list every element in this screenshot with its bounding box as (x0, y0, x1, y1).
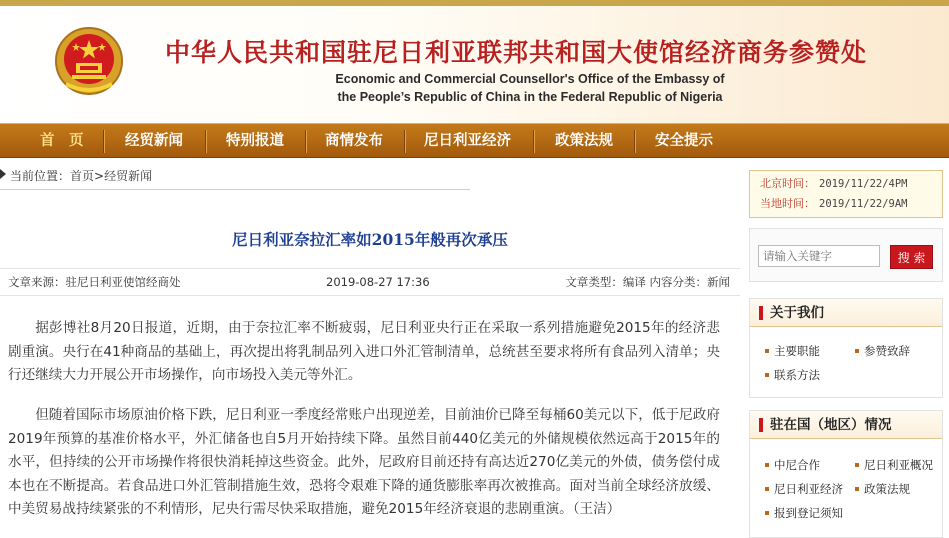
article-title: 尼日利亚奈拉汇率如2015年般再次承压 (232, 230, 508, 249)
local-time-value: 2019/11/22/9AM (819, 198, 908, 210)
sidebar-item-counsellor-speech[interactable]: 参赞致辞 (854, 343, 910, 359)
about-us-panel (749, 298, 943, 398)
sidebar-item-registration-notice[interactable]: 报到登记须知 (764, 505, 843, 521)
breadcrumb-text (10, 164, 152, 188)
breadcrumb-home-link[interactable]: 首页 (70, 169, 95, 183)
search-input[interactable] (758, 245, 880, 267)
national-emblem-icon (54, 26, 124, 96)
about-us-title: 关于我们 (770, 305, 824, 321)
breadcrumb-current-link[interactable]: 经贸新闻 (104, 169, 153, 183)
country-info-panel (749, 410, 943, 538)
sidebar-item-china-nigeria-cooperation[interactable]: 中尼合作 (764, 457, 820, 473)
sidebar-item-policies[interactable]: 政策法规 (854, 481, 910, 497)
heading-marker-icon (759, 418, 763, 432)
site-title-en (310, 70, 750, 106)
nav-item-special-reports[interactable]: 特别报道 (226, 133, 284, 149)
article-category: 文章类型：编译 内容分类：新闻 (565, 275, 730, 289)
nav-item-home[interactable]: 首 页 (40, 133, 84, 149)
breadcrumb-prefix: 当前位置： (10, 169, 71, 183)
article-meta (0, 268, 740, 296)
top-strip (0, 0, 949, 6)
local-time-label: 当地时间： (760, 197, 815, 210)
heading-marker-icon (759, 306, 763, 320)
nav-separator (533, 130, 534, 153)
article-paragraph: 但随着国际市场原油价格下跌，尼日利亚一季度经常账户出现逆差，目前油价已降至每桶60美元以下，低于尼政府2019年预算的基准价格水平，外汇储备也自5月开始持续下降。虽然目前440亿美元的外储规模依然远高于2015年的水平，但持续的公开市场操作将很快消耗掉这些资金。此外，尼政府目前还持有高达近270亿美元的外债，债务偿付成本也在不断提高。若食品进口外汇管制措施生效，恐将令艰难下降的通货膨胀率再次被推高。面对当前全球经济放缓、中美贸易战持续紧张的不利情形，尼央行需尽快采取措施，避免2015年经济衰退的悲剧重演。（王洁） (8, 407, 720, 517)
sidebar-item-contact[interactable]: 联系方法 (764, 367, 820, 383)
sidebar-item-main-functions[interactable]: 主要职能 (764, 343, 820, 359)
breadcrumb (0, 164, 470, 190)
time-panel (749, 170, 943, 218)
nav-item-nigeria-economy[interactable]: 尼日利亚经济 (424, 133, 511, 149)
nav-separator (205, 130, 206, 153)
search-button[interactable]: 搜 索 (890, 245, 933, 269)
site-title-cn: 中华人民共和国驻尼日利亚联邦共和国大使馆经济商务参赞处 (165, 38, 868, 67)
sidebar-item-nigeria-overview[interactable]: 尼日利亚概况 (854, 457, 933, 473)
beijing-time-label: 北京时间： (760, 177, 815, 190)
main-nav (0, 123, 949, 158)
country-info-heading (750, 411, 942, 439)
article-date: 2019-08-27 17:36 (326, 275, 430, 289)
nav-separator (634, 130, 635, 153)
breadcrumb-arrow-icon (0, 169, 6, 179)
beijing-time-value: 2019/11/22/4PM (819, 178, 908, 190)
sidebar-item-nigeria-economy[interactable]: 尼日利亚经济 (764, 481, 843, 497)
nav-item-safety-tips[interactable]: 安全提示 (655, 133, 713, 149)
nav-item-business-info[interactable]: 商情发布 (325, 133, 383, 149)
article-source: 文章来源：驻尼日利亚使馆经商处 (8, 275, 181, 289)
nav-item-policies[interactable]: 政策法规 (555, 133, 613, 149)
nav-separator (305, 130, 306, 153)
search-panel (749, 228, 943, 282)
nav-separator (404, 130, 405, 153)
about-us-heading (750, 299, 942, 327)
site-title-en-line1: Economic and Commercial Counsellor's Office of the Embassy of (335, 72, 725, 86)
local-time (760, 194, 908, 214)
country-info-title: 驻在国（地区）情况 (770, 417, 892, 433)
beijing-time (760, 174, 908, 194)
site-header (0, 0, 949, 123)
site-title-en-line2: the People’s Republic of China in the Federal Republic of Nigeria (337, 90, 723, 104)
nav-item-trade-news[interactable]: 经贸新闻 (125, 133, 183, 149)
nav-separator (103, 130, 104, 153)
article-paragraph: 据彭博社8月20日报道，近期，由于奈拉汇率不断疲弱，尼日利亚央行正在采取一系列措施避免2015年的经济悲剧重演。央行在41种商品的基础上，再次提出将乳制品列入进口外汇管制清单，总统甚至要求将所有食品列入清单；央行还继续大力开展公开市场操作，向市场投入美元等外汇。 (8, 320, 720, 383)
breadcrumb-separator: > (94, 169, 105, 183)
